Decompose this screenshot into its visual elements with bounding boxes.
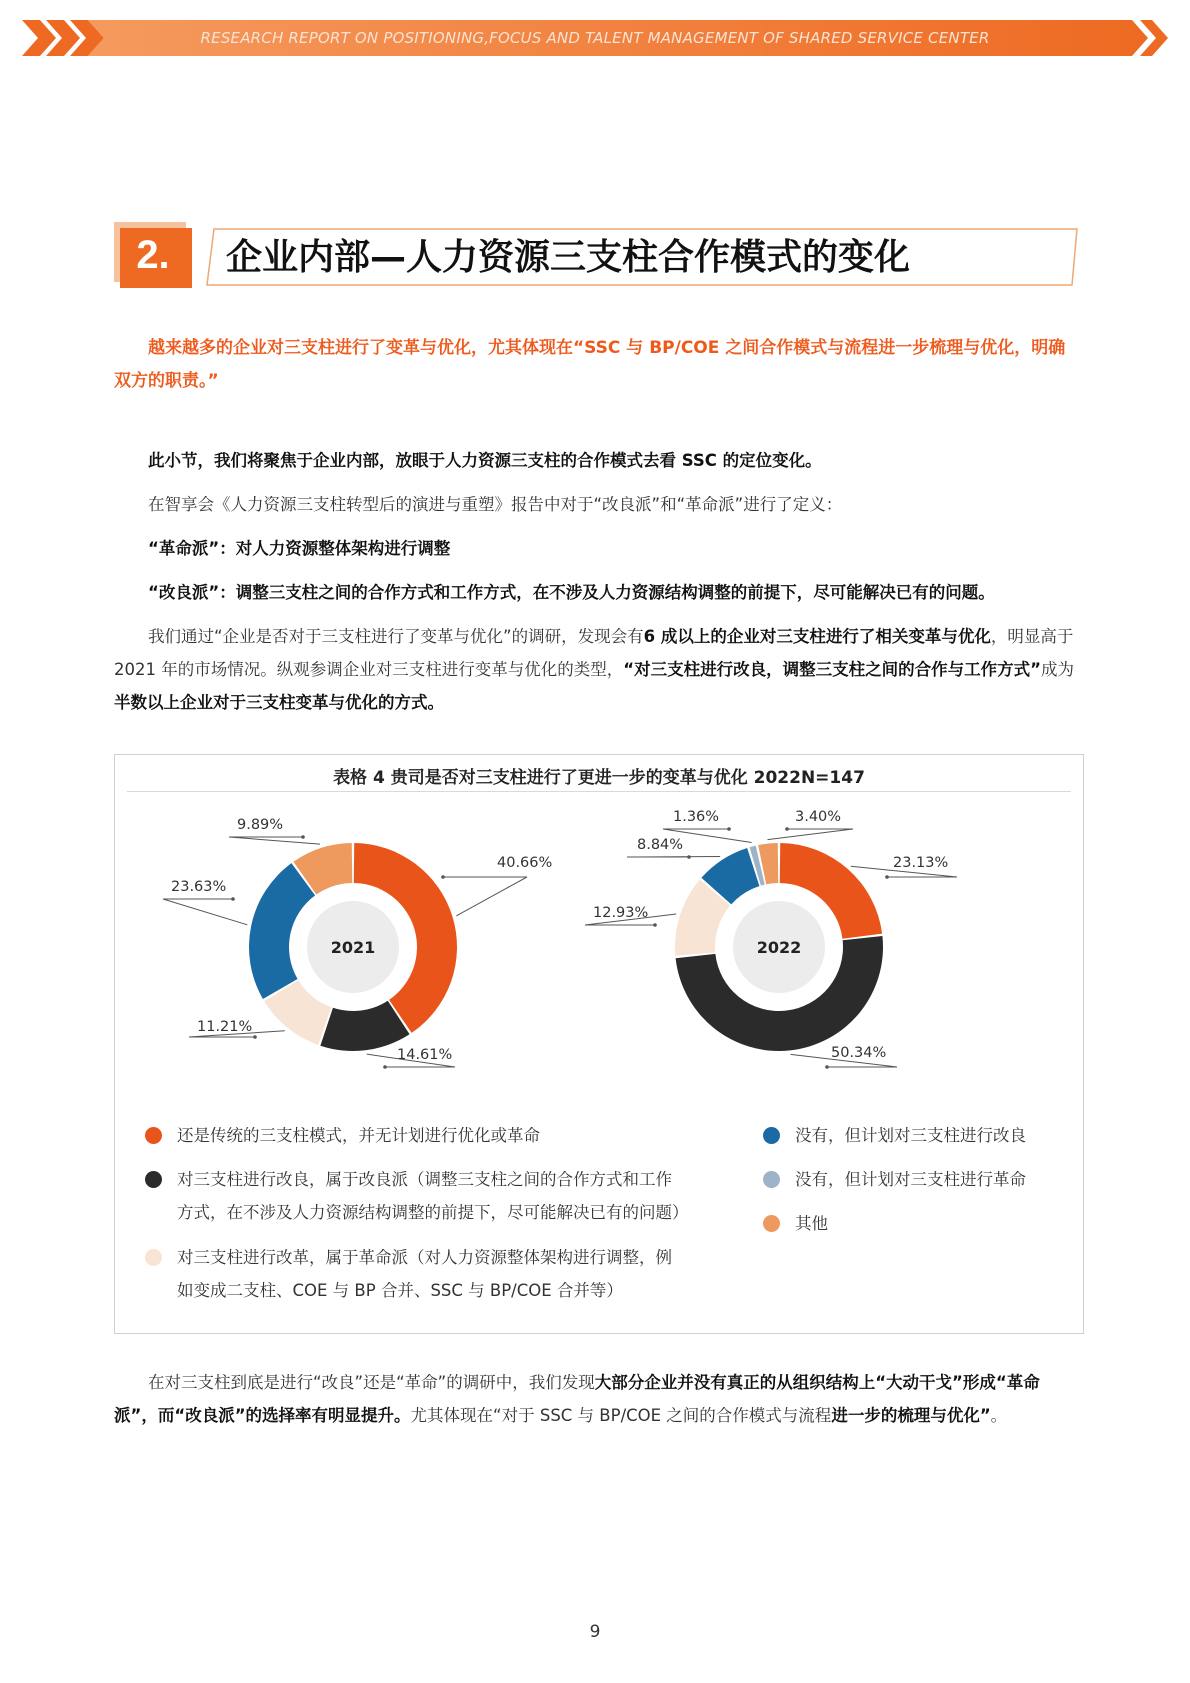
leader-dot (653, 923, 657, 927)
p5-text-a: 我们通过“企业是否对于三支柱进行了变革与优化”的调研，发现会有 (148, 627, 644, 646)
leader-dot (383, 1065, 387, 1069)
data-label: 23.63% (171, 879, 227, 895)
page-number: 9 (589, 1622, 601, 1642)
leader-dot (825, 1065, 829, 1069)
donut-center-label: 2021 (330, 938, 376, 957)
leader-line (767, 829, 853, 840)
leader-dot (885, 875, 889, 879)
leader-line (163, 899, 247, 925)
paragraph-2: 在智享会《人力资源三支柱转型后的演进与重塑》报告中对于“改良派”和“革命派”进行了定义： (148, 495, 843, 514)
donut-2021 (163, 817, 552, 1069)
leader-line (627, 856, 720, 857)
legend-item-traditional (145, 1119, 705, 1152)
p5-text-e: 成为 (1040, 660, 1074, 679)
legend-label-line2: 如变成二支柱、COE 与 BP 合并、SSC 与 BP/COE 合并等） (177, 1281, 623, 1300)
leader-dot (301, 835, 305, 839)
data-label: 23.13% (893, 855, 949, 871)
legend-label-line2: 方式，在不涉及人力资源结构调整的前提下，尽可能解决已有的问题） (177, 1203, 689, 1222)
paragraph-5 (114, 620, 1082, 719)
p5-bold-d: “对三支柱进行改良，调整三支柱之间的合作与工作方式” (623, 660, 1041, 679)
leader-dot (253, 1035, 257, 1039)
donut-slice (249, 863, 315, 999)
leader-dot (441, 875, 445, 879)
leader-dot (785, 827, 789, 831)
p5-text-c: ，明显高于 2021 年的市场情况。纵观参调企业对三支柱进行变革与优化的类型， (114, 627, 1074, 679)
section-title: 企业内部—人力资源三支柱合作模式的变化 (226, 237, 911, 278)
banner-title: RESEARCH REPORT ON POSITIONING,FOCUS AND TALENT MANAGEMENT OF SHARED SERVICE CENTER (200, 29, 990, 47)
p5-bold-b: 6 成以上的企业对三支柱进行了相关变革与优化 (643, 627, 991, 646)
section-number-badge (114, 222, 192, 288)
legend-item-other (763, 1207, 1063, 1240)
legend-item-plan-revolution (763, 1163, 1063, 1196)
data-label: 8.84% (637, 837, 684, 853)
data-label: 50.34% (831, 1045, 887, 1061)
donut-center-label: 2022 (756, 938, 802, 957)
leader-dot (727, 827, 731, 831)
data-label: 3.40% (795, 809, 842, 825)
data-label: 40.66% (497, 855, 553, 871)
legend-swatch (145, 1249, 162, 1266)
legend-swatch (145, 1127, 162, 1144)
chart-container (114, 754, 1084, 1334)
legend-label-line1: 对三支柱进行改良，属于改良派（调整三支柱之间的合作方式和工作 (177, 1170, 672, 1189)
leader-line (229, 837, 320, 844)
legend-swatch (145, 1171, 162, 1188)
leader-line (443, 877, 527, 916)
legend-item-revolution (145, 1241, 725, 1307)
p6-bold-b: 大部分企业并没有真正的从组织结构上“大动干戈”形成“革命派”，而“改良派”的选择率有明显提升。 (114, 1373, 1040, 1425)
legend-swatch (763, 1127, 780, 1144)
p6-text-e: 。 (990, 1406, 1008, 1425)
donut-2022 (585, 809, 957, 1069)
p5-bold-f: 半数以上企业对于三支柱变革与优化的方式。 (114, 693, 444, 712)
definition-revolution: “革命派”：对人力资源整体架构进行调整 (148, 539, 451, 558)
p6-text-a: 在对三支柱到底是进行“改良”还是“革命”的调研中，我们发现 (148, 1373, 595, 1392)
definition-reform: “改良派”：调整三支柱之间的合作方式和工作方式，在不涉及人力资源结构调整的前提下，尽可能解决已有的问题。 (148, 583, 995, 602)
chart-title: 表格 4 贵司是否对三支柱进行了更进一步的变革与优化 2022N=147 (333, 768, 865, 788)
legend-label-line1: 对三支柱进行改革，属于革命派（对人力资源整体架构进行调整，例 (177, 1248, 672, 1267)
legend-label: 没有，但计划对三支柱进行改良 (795, 1126, 1026, 1145)
data-label: 12.93% (593, 905, 649, 921)
section-number: 2. (136, 233, 170, 277)
leader-dot (687, 855, 691, 859)
data-label: 14.61% (397, 1047, 453, 1063)
header-banner (22, 18, 1168, 58)
legend-label: 没有，但计划对三支柱进行革命 (795, 1170, 1026, 1189)
p6-bold-d: 进一步的梳理与优化” (831, 1406, 991, 1425)
data-label: 11.21% (197, 1019, 253, 1035)
legend-swatch (763, 1215, 780, 1232)
legend-label: 还是传统的三支柱模式，并无计划进行优化或革命 (177, 1126, 540, 1145)
paragraph-6 (114, 1366, 1082, 1432)
legend-item-reform (145, 1163, 725, 1229)
legend-swatch (763, 1171, 780, 1188)
leader-dot (231, 897, 235, 901)
legend-item-plan-reform (763, 1119, 1063, 1152)
data-label: 9.89% (237, 817, 284, 833)
paragraph-1: 此小节，我们将聚焦于企业内部，放眼于人力资源三支柱的合作模式去看 SSC 的定位变化。 (148, 451, 822, 470)
legend-label: 其他 (795, 1214, 828, 1233)
intro-highlight: 越来越多的企业对三支柱进行了变革与优化，尤其体现在“SSC 与 BP/COE 之间合作模式与流程进一步梳理与优化，明确双方的职责。” (114, 338, 1066, 391)
data-label: 1.36% (673, 809, 720, 825)
p6-text-c: 尤其体现在“对于 SSC 与 BP/COE 之间的合作模式与流程 (410, 1406, 832, 1425)
